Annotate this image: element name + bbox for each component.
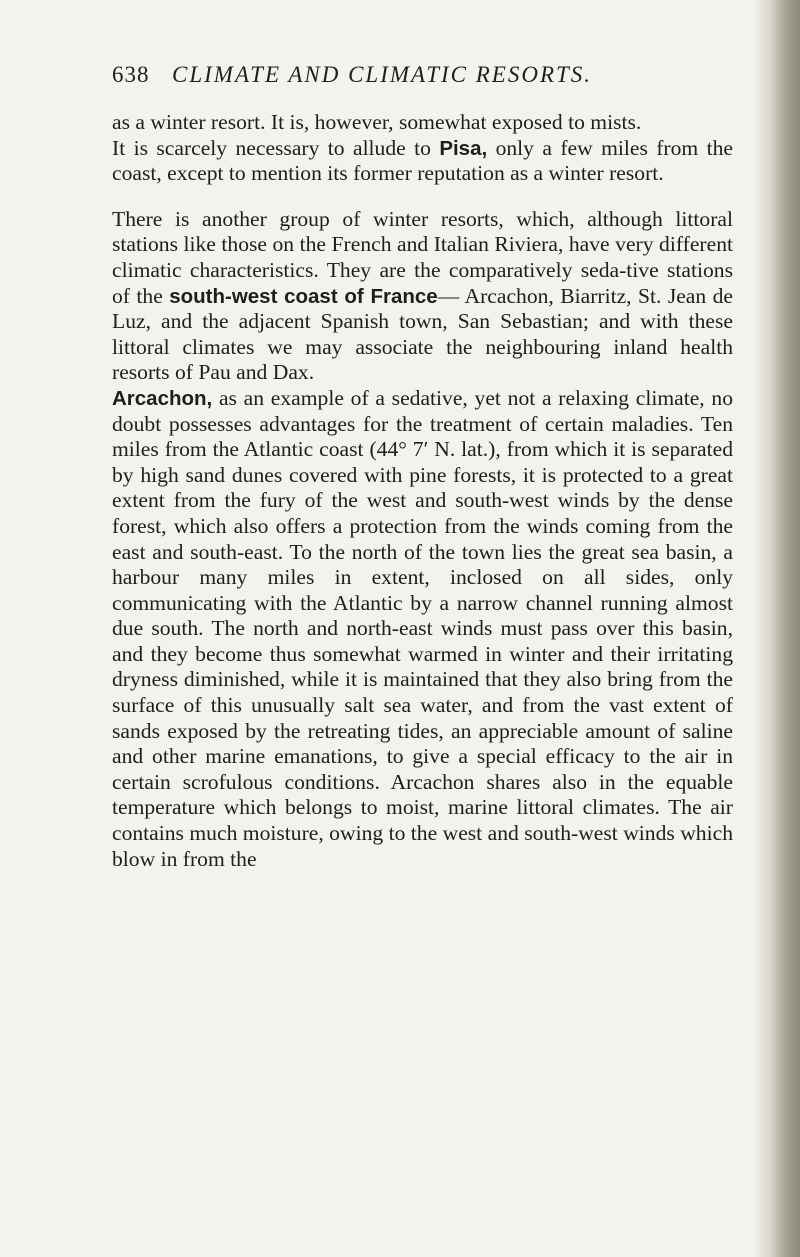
paragraph-2 [112, 136, 733, 187]
region-south-west-coast: south-west coast of France [169, 284, 438, 308]
paragraph-4-text: as an example of a sedative, yet not a relaxing climate, no doubt possesses advantages for the treatment of certain maladies. Ten miles from the Atlantic coast (44° 7′ N. lat.), from which it is separated by high sand dunes covered with pine forests, it is protected to a great extent from the fury of the west and south-west winds by the dense forest, which also offers a protection from the winds coming from the east and south-east. To the north of the town lies the great sea basin, a harbour many miles in extent, inclosed on all sides, only communicating with the Atlantic by a narrow channel running almost due south. The north and north-east winds must pass over this basin, and they become thus somewhat warmed in winter and their irritating dryness diminished, while it is maintained that they also bring from the surface of this unusually salt sea water, and from the vast extent of sands exposed by the retreating tides, an appreciable amount of saline and other marine emanations, to give a special efficacy to the air in certain scrofulous conditions. Arcachon shares also in the equable temperature which belongs to moist, marine littoral climates. The air contains much moisture, owing to the west and south-west winds which blow in from the [112, 385, 733, 871]
body-text [112, 110, 733, 872]
running-title: CLIMATE AND CLIMATIC RESORTS. [172, 62, 593, 87]
page-header [112, 62, 732, 88]
page-number: 638 [112, 62, 150, 87]
paragraph-1 [112, 110, 733, 136]
paragraph-2-text-a: It is scarcely necessary to allude to [112, 135, 440, 160]
paragraph-3-text-a: There is another group of winter resorts, which, although littoral stations like those on the French and Italian Riviera, have very different climatic characteristics. They are the comparatively seda-tive stations of the [112, 206, 733, 308]
paragraph-3-text-b: — Arcachon, Biarritz, St. Jean de Luz, and the adjacent Spanish town, San Sebastian; and with these littoral climates we may associate the neighbouring inland health resorts of Pau and Dax. [112, 283, 733, 385]
paragraph-3 [112, 207, 733, 386]
place-name-pisa: Pisa, [439, 136, 488, 160]
page-edge-shadow [754, 0, 800, 1257]
paragraph-1-text: as a winter resort. It is, however, somewhat exposed to mists. [112, 110, 642, 134]
paragraph-2-text-b: only a few miles from the coast, except to mention its former reputation as a winter resort. [112, 135, 733, 186]
paragraph-4 [112, 386, 733, 872]
place-name-arcachon: Arcachon, [112, 386, 213, 410]
